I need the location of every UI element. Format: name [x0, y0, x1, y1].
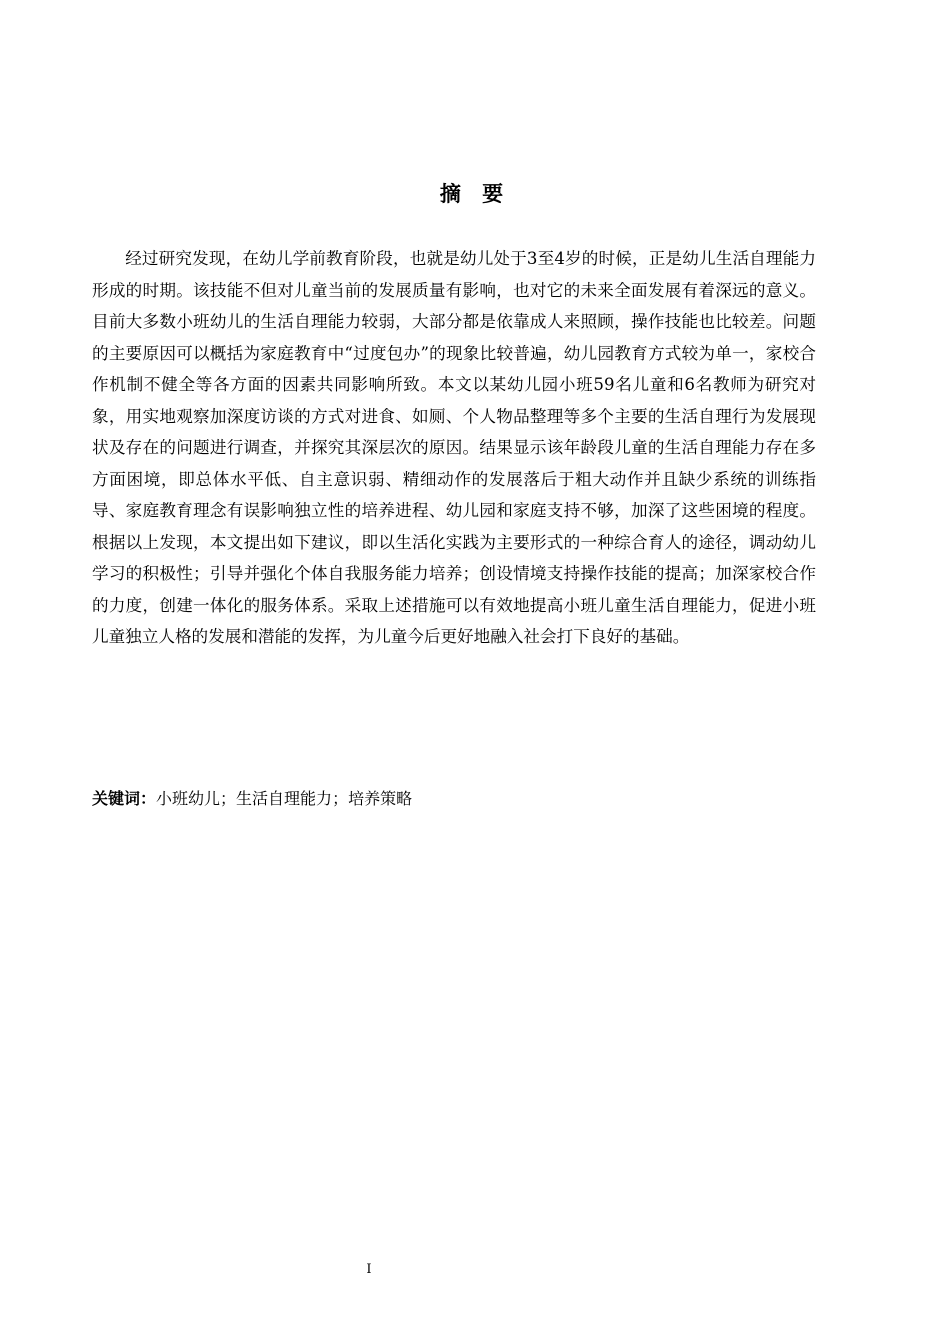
abstract-title: 摘 要 [439, 182, 511, 206]
keyword-item: 小班幼儿 [156, 789, 221, 808]
keywords-label: 关键词： [92, 789, 157, 808]
keyword-separator: ； [332, 789, 349, 808]
page-number-text: I [366, 1262, 372, 1277]
keyword-item: 培养策略 [348, 789, 413, 808]
page-number [0, 1260, 950, 1280]
keyword-item: 生活自理能力 [236, 789, 333, 808]
keywords-line [92, 784, 816, 814]
keyword-separator: ； [220, 789, 237, 808]
abstract-body: 经过研究发现，在幼儿学前教育阶段，也就是幼儿处于3至4岁的时候，正是幼儿生活自理能力形成的时期。该技能不但对儿童当前的发展质量有影响，也对它的未来全面发展有着深远的意义。目前大多数小班幼儿的生活自理能力较弱，大部分都是依靠成人来照顾，操作技能也比较差。问题的主要原因可以概括为家庭教育中“过度包办”的现象比较普遍，幼儿园教育方式较为单一，家校合作机制不健全等各方面的因素共同影响所致。本文以某幼儿园小班59名儿童和6名教师为研究对象，用实地观察加深度访谈的方式对进食、如厕、个人物品整理等多个主要的生活自理行为发展现状及存在的问题进行调查，并探究其深层次的原因。结果显示该年龄段儿童的生活自理能力存在多方面困境，即总体水平低、自主意识弱、精细动作的发展落后于粗大动作并且缺少系统的训练指导、家庭教育理念有误影响独立性的培养进程、幼儿园和家庭支持不够，加深了这些困境的程度。根据以上发现，本文提出如下建议，即以生活化实践为主要形式的一种综合育人的途径，调动幼儿学习的积极性；引导并强化个体自我服务能力培养；创设情境支持操作技能的提高；加深家校合作的力度，创建一体化的服务体系。采取上述措施可以有效地提高小班儿童生活自理能力，促进小班儿童独立人格的发展和潜能的发挥，为儿童今后更好地融入社会打下良好的基础。 [92, 249, 816, 646]
